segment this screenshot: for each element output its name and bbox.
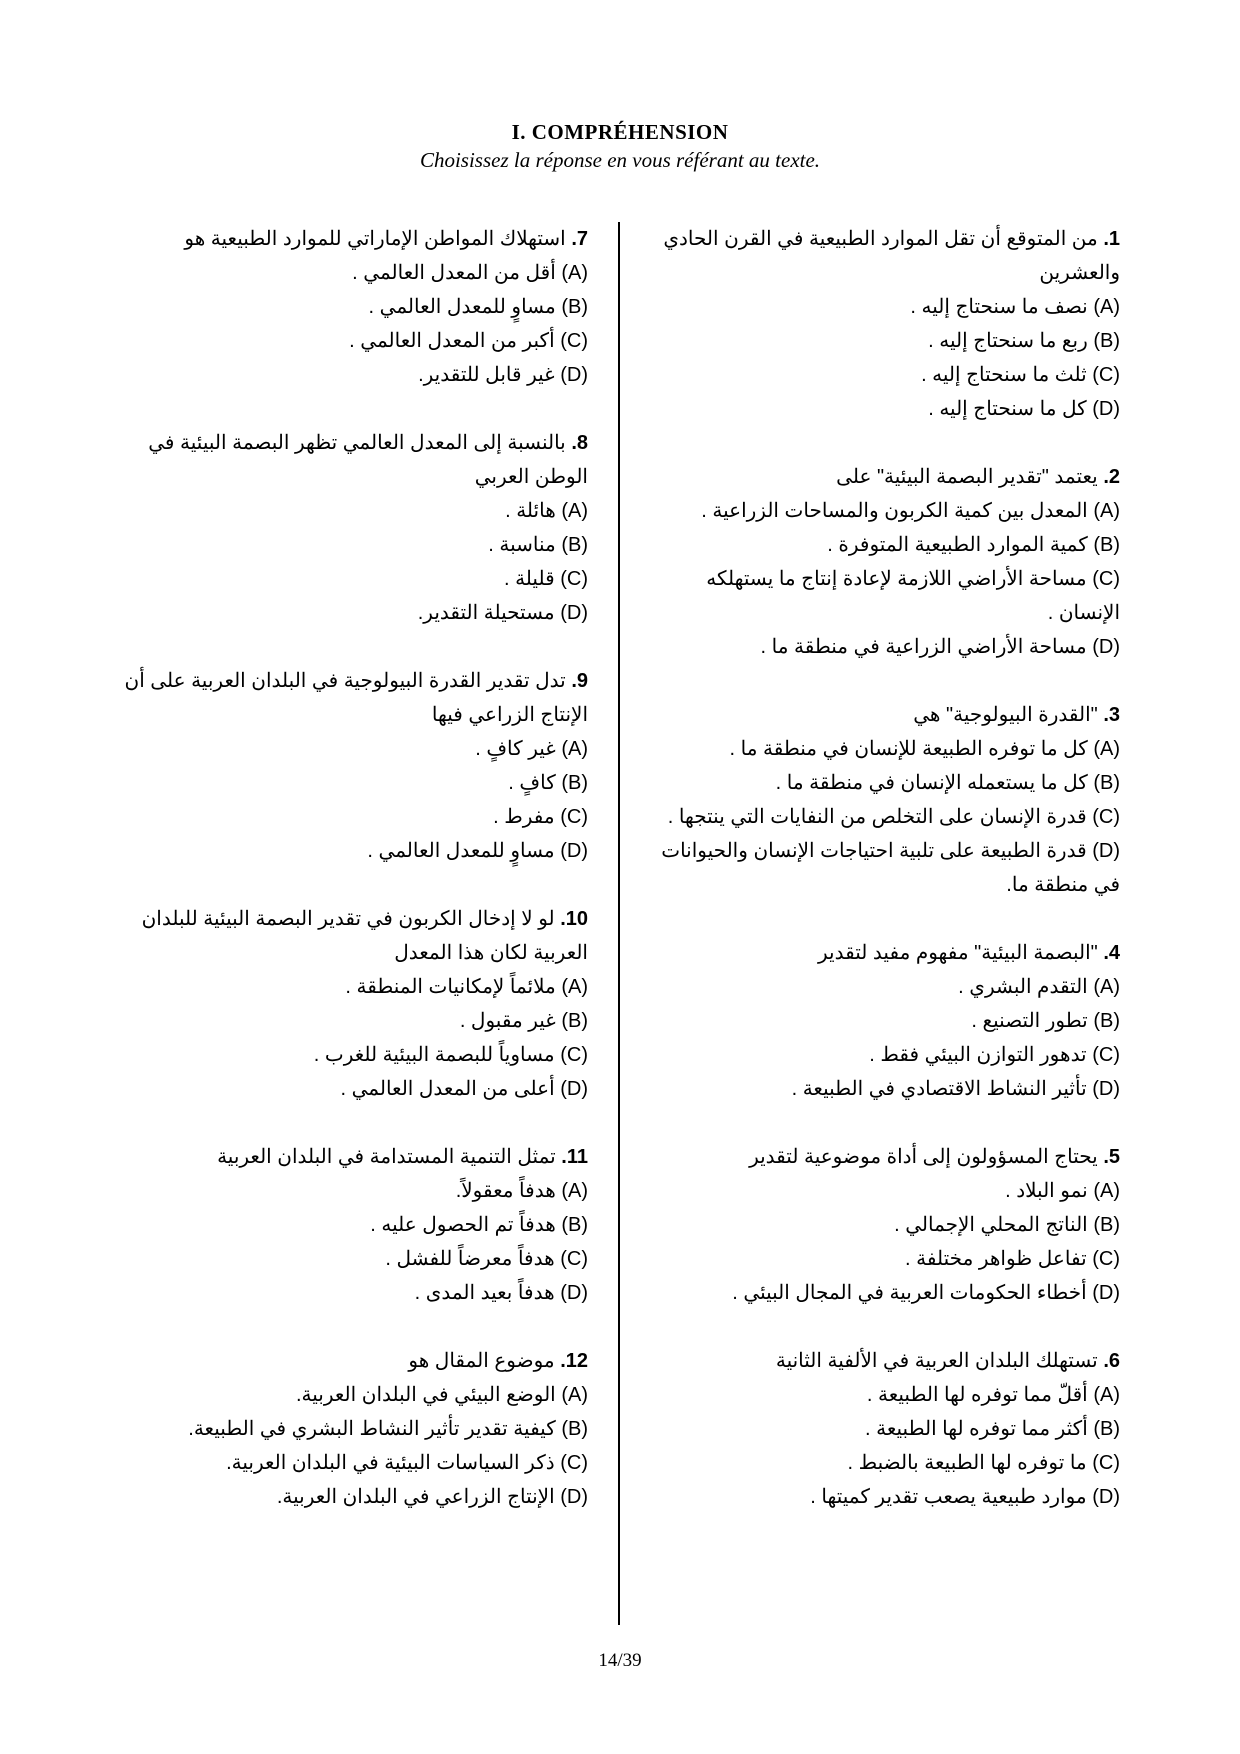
answer-option[interactable]: [110, 1072, 588, 1106]
option-text: الإنتاج الزراعي في البلدان العربية.: [276, 1486, 555, 1508]
answer-option[interactable]: [110, 800, 588, 834]
option-label: (C): [560, 330, 588, 352]
option-label: (C): [560, 1248, 588, 1270]
option-label: (B): [561, 1418, 588, 1440]
answer-option[interactable]: [660, 562, 1120, 630]
option-label: (C): [1092, 1044, 1120, 1066]
answer-option[interactable]: [110, 766, 588, 800]
option-label: (B): [1093, 1010, 1120, 1032]
answer-option[interactable]: [660, 834, 1120, 902]
question-text: لو لا إدخال الكربون في تقدير البصمة البيئية للبلدان العربية لكان هذا المعدل: [141, 908, 588, 964]
option-label: (D): [1092, 636, 1120, 658]
question-text: تمثل التنمية المستدامة في البلدان العربية: [217, 1146, 556, 1168]
question-number: 9.: [571, 670, 588, 692]
answer-option[interactable]: [660, 1004, 1120, 1038]
question-number: 8.: [571, 432, 588, 454]
section-header: [0, 118, 1240, 174]
option-label: (C): [1092, 806, 1120, 828]
question-9: [110, 664, 588, 868]
option-label: (C): [1092, 568, 1120, 590]
option-text: مساوياً للبصمة البيئية للغرب .: [313, 1044, 555, 1066]
answer-option[interactable]: [660, 800, 1120, 834]
option-text: الوضع البيئي في البلدان العربية.: [295, 1384, 556, 1406]
option-text: تدهور التوازن البيئي فقط .: [869, 1044, 1087, 1066]
option-text: أخطاء الحكومات العربية في المجال البيئي .: [732, 1282, 1087, 1304]
answer-option[interactable]: [110, 1004, 588, 1038]
answer-option[interactable]: [660, 970, 1120, 1004]
option-label: (A): [561, 976, 588, 998]
option-text: نمو البلاد .: [1005, 1180, 1088, 1202]
option-text: غير كافٍ .: [475, 738, 556, 760]
answer-option[interactable]: [110, 290, 588, 324]
option-text: تفاعل ظواهر مختلفة .: [905, 1248, 1087, 1270]
option-label: (D): [560, 1282, 588, 1304]
question-11: [110, 1140, 588, 1310]
option-text: أقلّ مما توفره لها الطبيعة .: [866, 1384, 1088, 1406]
page-number: 14/39: [598, 1650, 642, 1671]
question-number: 2.: [1103, 466, 1120, 488]
option-label: (D): [560, 1486, 588, 1508]
option-text: ربع ما سنحتاج إليه .: [928, 330, 1088, 352]
option-text: قدرة الطبيعة على تلبية احتياجات الإنسان والحيوانات في منطقة ما.: [661, 840, 1120, 896]
option-text: كل ما توفره الطبيعة للإنسان في منطقة ما .: [729, 738, 1088, 760]
option-text: ملائماً لإمكانيات المنطقة .: [345, 976, 556, 998]
option-label: (C): [560, 568, 588, 590]
question-12: [110, 1344, 588, 1514]
question-number: 5.: [1103, 1146, 1120, 1168]
question-stem: [110, 902, 588, 970]
question-number: 6.: [1103, 1350, 1120, 1372]
question-number: 10.: [560, 908, 588, 930]
option-text: مساوٍ للمعدل العالمي .: [367, 840, 555, 862]
column-divider: [618, 222, 620, 1625]
questions-column-right: [660, 222, 1120, 1548]
option-text: هائلة .: [505, 500, 556, 522]
option-text: أقل من المعدل العالمي .: [352, 262, 556, 284]
question-text: بالنسبة إلى المعدل العالمي تظهر البصمة البيئية في الوطن العربي: [148, 432, 588, 488]
question-stem: [660, 460, 1120, 494]
option-label: (B): [1093, 534, 1120, 556]
option-label: (B): [561, 534, 588, 556]
answer-option[interactable]: [110, 970, 588, 1004]
option-text: مساحة الأراضي الزراعية في منطقة ما .: [760, 636, 1087, 658]
option-label: (D): [1092, 1078, 1120, 1100]
option-label: (D): [560, 364, 588, 386]
question-1: [660, 222, 1120, 426]
option-text: تطور التصنيع .: [971, 1010, 1088, 1032]
option-text: غير مقبول .: [459, 1010, 556, 1032]
answer-option[interactable]: [110, 1276, 588, 1310]
option-text: كل ما سنحتاج إليه .: [928, 398, 1087, 420]
question-text: موضوع المقال هو: [408, 1350, 555, 1372]
question-10: [110, 902, 588, 1106]
question-6: [660, 1344, 1120, 1514]
option-text: قدرة الإنسان على التخلص من النفايات التي ينتجها .: [667, 806, 1087, 828]
question-text: "البصمة البيئية" مفهوم مفيد لتقدير: [818, 942, 1098, 964]
answer-option[interactable]: [110, 1038, 588, 1072]
option-text: هدفاً تم الحصول عليه .: [370, 1214, 556, 1236]
option-text: كمية الموارد الطبيعية المتوفرة .: [827, 534, 1088, 556]
question-2: [660, 460, 1120, 664]
option-text: مفرط .: [493, 806, 555, 828]
option-label: (C): [1092, 1452, 1120, 1474]
option-label: (C): [1092, 364, 1120, 386]
option-label: (A): [561, 1384, 588, 1406]
answer-option[interactable]: [660, 732, 1120, 766]
answer-option[interactable]: [110, 834, 588, 868]
answer-option[interactable]: [660, 324, 1120, 358]
question-stem: [660, 1344, 1120, 1378]
option-label: (A): [561, 500, 588, 522]
option-label: (B): [561, 772, 588, 794]
option-text: المعدل بين كمية الكربون والمساحات الزراعية .: [701, 500, 1088, 522]
answer-option[interactable]: [660, 1208, 1120, 1242]
option-text: كافٍ .: [508, 772, 556, 794]
question-stem: [110, 222, 588, 256]
question-text: "القدرة البيولوجية" هي: [913, 704, 1098, 726]
answer-option[interactable]: [660, 494, 1120, 528]
question-number: 7.: [571, 228, 588, 250]
option-text: مساحة الأراضي اللازمة لإعادة إنتاج ما يستهلكه الإنسان .: [706, 568, 1120, 624]
option-text: الناتج المحلي الإجمالي .: [894, 1214, 1088, 1236]
answer-option[interactable]: [110, 494, 588, 528]
answer-option[interactable]: [660, 1276, 1120, 1310]
question-stem: [660, 1140, 1120, 1174]
option-label: (A): [1093, 738, 1120, 760]
answer-option[interactable]: [660, 290, 1120, 324]
answer-option[interactable]: [110, 1174, 588, 1208]
answer-option[interactable]: [110, 596, 588, 630]
option-label: (A): [1093, 1384, 1120, 1406]
option-text: هدفاً بعيد المدى .: [414, 1282, 555, 1304]
question-number: 1.: [1103, 228, 1120, 250]
option-text: كل ما يستعمله الإنسان في منطقة ما .: [775, 772, 1088, 794]
option-text: نصف ما سنحتاج إليه .: [910, 296, 1088, 318]
question-text: تدل تقدير القدرة البيولوجية في البلدان العربية على أن الإنتاج الزراعي فيها: [124, 670, 588, 726]
questions-column-left: [110, 222, 588, 1548]
question-stem: [110, 1140, 588, 1174]
question-8: [110, 426, 588, 630]
answer-option[interactable]: [660, 1242, 1120, 1276]
option-label: (C): [560, 1452, 588, 1474]
option-text: ذكر السياسات البيئية في البلدان العربية.: [226, 1452, 555, 1474]
option-text: كيفية تقدير تأثير النشاط البشري في الطبيعة.: [188, 1418, 556, 1440]
answer-option[interactable]: [660, 1174, 1120, 1208]
option-text: التقدم البشري .: [958, 976, 1088, 998]
option-text: تأثير النشاط الاقتصادي في الطبيعة .: [791, 1078, 1087, 1100]
option-label: (B): [561, 1010, 588, 1032]
option-label: (B): [1093, 330, 1120, 352]
question-number: 12.: [560, 1350, 588, 1372]
answer-option[interactable]: [110, 1378, 588, 1412]
option-label: (A): [561, 1180, 588, 1202]
option-label: (A): [1093, 976, 1120, 998]
option-text: ما توفره لها الطبيعة بالضبط .: [847, 1452, 1087, 1474]
option-label: (D): [560, 1078, 588, 1100]
option-label: (B): [1093, 1214, 1120, 1236]
question-stem: [110, 664, 588, 732]
answer-option[interactable]: [110, 528, 588, 562]
option-text: مساوٍ للمعدل العالمي .: [368, 296, 556, 318]
option-text: هدفاً معقولاً.: [455, 1180, 556, 1202]
option-text: ثلث ما سنحتاج إليه .: [921, 364, 1087, 386]
answer-option[interactable]: [660, 358, 1120, 392]
answer-option[interactable]: [110, 1412, 588, 1446]
option-label: (B): [1093, 1418, 1120, 1440]
answer-option[interactable]: [110, 256, 588, 290]
question-5: [660, 1140, 1120, 1310]
answer-option[interactable]: [660, 766, 1120, 800]
option-text: غير قابل للتقدير.: [418, 364, 555, 386]
question-4: [660, 936, 1120, 1106]
question-text: يحتاج المسؤولون إلى أداة موضوعية لتقدير: [749, 1146, 1098, 1168]
question-stem: [660, 936, 1120, 970]
option-text: قليلة .: [503, 568, 555, 590]
answer-option[interactable]: [110, 732, 588, 766]
option-label: (B): [561, 296, 588, 318]
answer-option[interactable]: [110, 1242, 588, 1276]
answer-option[interactable]: [110, 358, 588, 392]
option-label: (C): [560, 1044, 588, 1066]
question-stem: [660, 222, 1120, 290]
answer-option[interactable]: [660, 1038, 1120, 1072]
option-label: (A): [561, 262, 588, 284]
option-text: أكبر من المعدل العالمي .: [349, 330, 555, 352]
option-text: مستحيلة التقدير.: [417, 602, 555, 624]
question-number: 11.: [561, 1146, 588, 1168]
option-label: (A): [1093, 296, 1120, 318]
option-text: مناسبة .: [488, 534, 556, 556]
question-stem: [660, 698, 1120, 732]
answer-option[interactable]: [660, 392, 1120, 426]
option-text: موارد طبيعية يصعب تقدير كميتها .: [810, 1486, 1087, 1508]
answer-option[interactable]: [110, 324, 588, 358]
option-label: (D): [560, 840, 588, 862]
option-text: هدفاً معرضاً للفشل .: [385, 1248, 555, 1270]
answer-option[interactable]: [660, 1480, 1120, 1514]
option-label: (B): [561, 1214, 588, 1236]
answer-option[interactable]: [660, 630, 1120, 664]
section-instructions: Choisissez la réponse en vous référant au texte.: [419, 148, 821, 172]
answer-option[interactable]: [110, 1480, 588, 1514]
option-label: (B): [1093, 772, 1120, 794]
option-label: (C): [1092, 1248, 1120, 1270]
section-title: I. COMPRÉHENSION: [511, 120, 729, 144]
option-label: (D): [1092, 840, 1120, 862]
question-text: يعتمد "تقدير البصمة البيئية" على: [836, 466, 1098, 488]
question-text: من المتوقع أن تقل الموارد الطبيعية في القرن الحادي والعشرين: [663, 228, 1120, 284]
option-label: (D): [1092, 1486, 1120, 1508]
option-label: (D): [1092, 1282, 1120, 1304]
answer-option[interactable]: [660, 1378, 1120, 1412]
option-label: (C): [560, 806, 588, 828]
question-3: [660, 698, 1120, 902]
option-text: أكثر مما توفره لها الطبيعة .: [865, 1418, 1088, 1440]
option-label: (A): [561, 738, 588, 760]
answer-option[interactable]: [110, 562, 588, 596]
answer-option[interactable]: [660, 1412, 1120, 1446]
answer-option[interactable]: [660, 528, 1120, 562]
question-7: [110, 222, 588, 392]
option-label: (D): [560, 602, 588, 624]
question-text: تستهلك البلدان العربية في الألفية الثانية: [775, 1350, 1098, 1372]
answer-option[interactable]: [110, 1446, 588, 1480]
question-stem: [110, 426, 588, 494]
option-label: (A): [1093, 1180, 1120, 1202]
question-text: استهلاك المواطن الإماراتي للموارد الطبيعية هو: [184, 228, 566, 250]
question-number: 4.: [1103, 942, 1120, 964]
option-text: أعلى من المعدل العالمي .: [340, 1078, 555, 1100]
answer-option[interactable]: [660, 1072, 1120, 1106]
question-stem: [110, 1344, 588, 1378]
answer-option[interactable]: [660, 1446, 1120, 1480]
question-number: 3.: [1103, 704, 1120, 726]
answer-option[interactable]: [110, 1208, 588, 1242]
option-label: (A): [1093, 500, 1120, 522]
option-label: (D): [1092, 398, 1120, 420]
